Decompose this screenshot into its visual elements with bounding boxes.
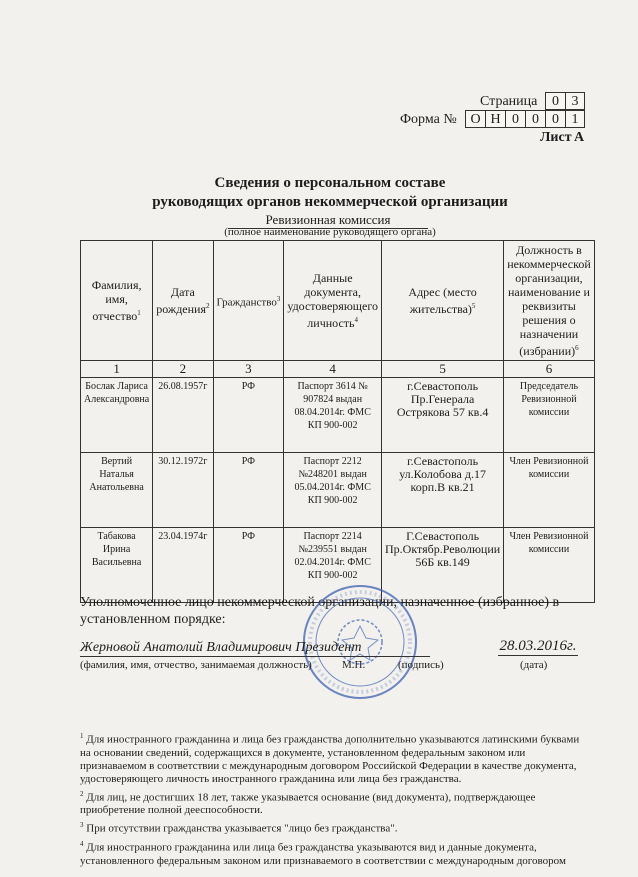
column-header: Гражданство$^3$ bbox=[213, 241, 284, 361]
footnote: $^4$ Для иностранного гражданина или лица без гражданства указываются вид и данные документа, установленного федеральным законом или признаваемого в соответствии с международным договором bbox=[80, 839, 566, 867]
governing-body-name: Ревизионная комиссия bbox=[228, 212, 428, 229]
title-line-2: руководящих органов некоммерческой организации bbox=[152, 194, 508, 210]
cell-document: Паспорт 2214 №239551 выдан 02.04.2014г. ФМС КП 900-002 bbox=[284, 528, 382, 603]
column-header: Фамилия, имя, отчество$^1$ bbox=[81, 241, 153, 361]
column-number: 3 bbox=[213, 361, 284, 378]
cell-dob: 30.12.1972г bbox=[153, 453, 213, 528]
cell-citizenship: РФ bbox=[213, 453, 284, 528]
table-row bbox=[81, 378, 595, 453]
authorized-person-name: Жерновой Анатолий Владимирович Президент bbox=[80, 640, 430, 657]
footnote: $^3$ При отсутствии гражданства указывается "лицо без гражданства". bbox=[80, 821, 398, 835]
cell-position: Председатель Ревизионной комиссии bbox=[504, 378, 595, 453]
column-number: 6 bbox=[504, 361, 595, 378]
form-digit: 0 bbox=[505, 110, 525, 128]
hint-mp: М.П. bbox=[342, 659, 366, 671]
personnel-table bbox=[80, 240, 595, 603]
cell-document: Паспорт 2212 №248201 выдан 05.04.2014г. ФМС КП 900-002 bbox=[284, 453, 382, 528]
cell-address: г.Севастополь Пр.Генерала Острякова 57 кв.4 bbox=[381, 378, 503, 453]
column-header: Должность в некоммерческой организации, наименование и реквизиты решения о назначении (избрании)$^6$ bbox=[504, 241, 595, 361]
title-line-1: Сведения о персональном составе bbox=[214, 175, 446, 191]
table-header-row bbox=[81, 241, 595, 361]
form-label: Форма № bbox=[400, 112, 457, 127]
signature-date: 28.03.2016г. bbox=[499, 638, 577, 654]
page-label: Страница bbox=[480, 94, 538, 109]
governing-body-hint: (полное наименование руководящего органа) bbox=[224, 226, 436, 238]
column-header: Данные документа, удостоверяющего личность$^4$ bbox=[284, 241, 382, 361]
form-digit: 0 bbox=[545, 110, 565, 128]
column-header: Адрес (место жительства)$^5$ bbox=[381, 241, 503, 361]
cell-position: Член Ревизионной комиссии bbox=[504, 453, 595, 528]
cell-name: Вертий Наталья Анатольевна bbox=[81, 453, 153, 528]
cell-address: Г.Севастополь Пр.Октябр.Революции 56Б кв.149 bbox=[381, 528, 503, 603]
document-title bbox=[120, 174, 540, 212]
form-digit: 1 bbox=[565, 110, 585, 128]
column-number: 2 bbox=[153, 361, 213, 378]
authorized-person-intro: Уполномоченное лицо некоммерческой организации, назначенное (избранное) в установленном порядке: bbox=[80, 595, 560, 627]
page-digit: 0 bbox=[545, 92, 565, 110]
bleed-through-text bbox=[440, 38, 610, 98]
sheet-value: А bbox=[574, 130, 585, 145]
cell-document: Паспорт 3614 № 907824 выдан 08.04.2014г. ФМС КП 900-002 bbox=[284, 378, 382, 453]
cell-position: Член Ревизионной комиссии bbox=[504, 528, 595, 603]
hint-date: (дата) bbox=[520, 659, 548, 671]
column-number-row bbox=[81, 361, 595, 378]
cell-address: г.Севастополь ул.Колобова д.17 корп.В кв.21 bbox=[381, 453, 503, 528]
hint-sign: (подпись) bbox=[398, 659, 444, 671]
footnotes bbox=[80, 730, 580, 870]
column-header: Дата рождения$^2$ bbox=[153, 241, 213, 361]
hint-name: (фамилия, имя, отчество, занимаемая должность) bbox=[80, 659, 312, 671]
cell-citizenship: РФ bbox=[213, 378, 284, 453]
sheet-label: Лист bbox=[540, 130, 572, 145]
column-number: 1 bbox=[81, 361, 153, 378]
table-row bbox=[81, 453, 595, 528]
column-number: 4 bbox=[284, 361, 382, 378]
footnote: $^1$ Для иностранного гражданина и лица без гражданства дополнительно указываются латинскими буквами на основании сведений, содержащихся в документе, установленном федеральным законом или признаваемом в соответствии с международным договором Российской Федерации в качестве документа, удостоверяющего личность иностранного гражданина или лица без гражданства. bbox=[80, 732, 580, 785]
cell-dob: 23.04.1974г bbox=[153, 528, 213, 603]
form-number-boxes bbox=[465, 110, 585, 128]
page-digit: 3 bbox=[565, 92, 585, 110]
form-digit: 0 bbox=[525, 110, 545, 128]
cell-name: Табакова Ирина Васильевна bbox=[81, 528, 153, 603]
cell-citizenship: РФ bbox=[213, 528, 284, 603]
footnote: $^2$ Для лиц, не достигших 18 лет, также указывается основание (вид документа), подтверждающее приобретение полной дееспособности. bbox=[80, 789, 536, 817]
form-digit: О bbox=[465, 110, 485, 128]
form-digit: Н bbox=[485, 110, 505, 128]
column-number: 5 bbox=[381, 361, 503, 378]
cell-name: Бослак Лариса Александровна bbox=[81, 378, 153, 453]
page-number-boxes bbox=[545, 92, 585, 110]
cell-dob: 26.08.1957г bbox=[153, 378, 213, 453]
